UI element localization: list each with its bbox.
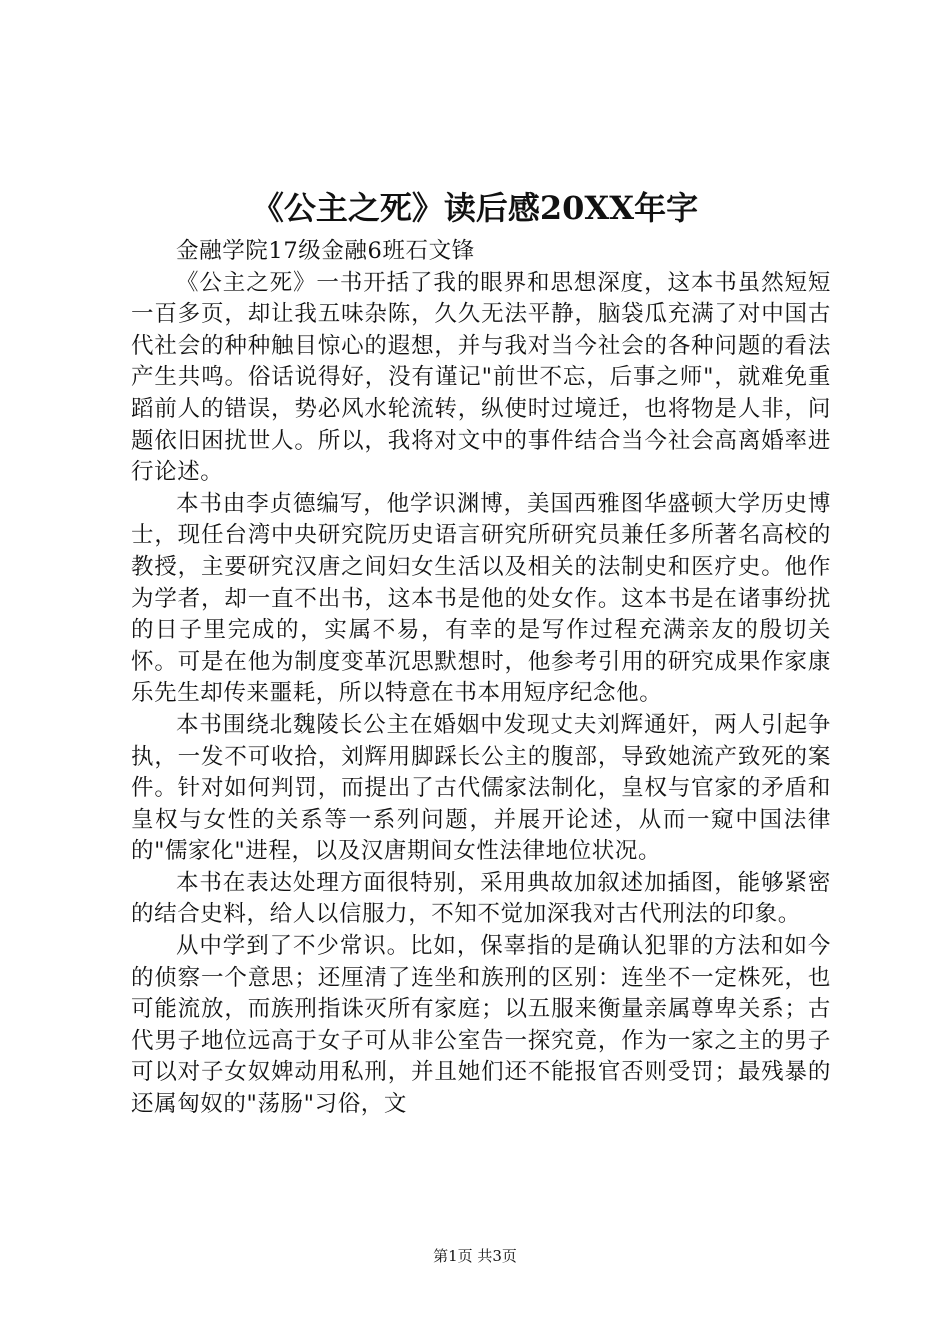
document-title: 《公主之死》读后感20XX年字: [251, 189, 699, 227]
paragraph: 《公主之死》一书开括了我的眼界和思想深度，这本书虽然短短一百多页，却让我五味杂陈，久久无法平静，脑袋瓜充满了对中国古代社会的种种触目惊心的遐想，并与我对当今社会的各种问题的看法产生共鸣。俗话说得好，没有谨记"前世不忘，后事之师"，就难免重蹈前人的错误，势必风水轮流转，纵使时过境迁，也将物是人非，问题依旧困扰世人。所以，我将对文中的事件结合当今社会高离婚率进行论述。: [131, 269, 831, 486]
document-body: [131, 236, 831, 1121]
paragraph: 本书围绕北魏陵长公主在婚姻中发现丈夫刘辉通奸，两人引起争执，一发不可收拾，刘辉用脚踩长公主的腹部，导致她流产致死的案件。针对如何判罚，而提出了古代儒家法制化，皇权与官家的矛盾和皇权与女性的关系等一系列问题，并展开论述，从而一窥中国法律的"儒家化"进程，以及汉唐期间女性法律地位状况。: [131, 711, 831, 865]
author-line: 金融学院17级金融6班石文锋: [176, 238, 475, 264]
paragraph: 本书由李贞德编写，他学识渊博，美国西雅图华盛顿大学历史博士，现任台湾中央研究院历史语言研究所研究员兼任多所著名高校的教授，主要研究汉唐之间妇女生活以及相关的法制史和医疗史。他作为学者，却一直不出书，这本书是他的处女作。这本书是在诸事纷扰的日子里完成的，实属不易，有幸的是写作过程充满亲友的殷切关怀。可是在他为制度变革沉思默想时，他参考引用的研究成果作家康乐先生却传来噩耗，所以特意在书本用短序纪念他。: [131, 490, 831, 707]
paragraph: 从中学到了不少常识。比如，保辜指的是确认犯罪的方法和如今的侦察一个意思；还厘清了连坐和族刑的区别：连坐不一定株死，也可能流放，而族刑指诛灭所有家庭；以五服来衡量亲属尊卑关系；古代男子地位远高于女子可从非公室告一探究竟，作为一家之主的男子可以对子女奴婢动用私刑，并且她们还不能报官否则受罚；最残暴的还属匈奴的"荡肠"习俗，文: [131, 933, 831, 1118]
paragraph: 本书在表达处理方面很特别，采用典故加叙述加插图，能够紧密的结合史料，给人以信服力，不知不觉加深我对古代刑法的印象。: [131, 869, 831, 928]
page-number-footer: 第1页 共3页: [433, 1247, 517, 1265]
